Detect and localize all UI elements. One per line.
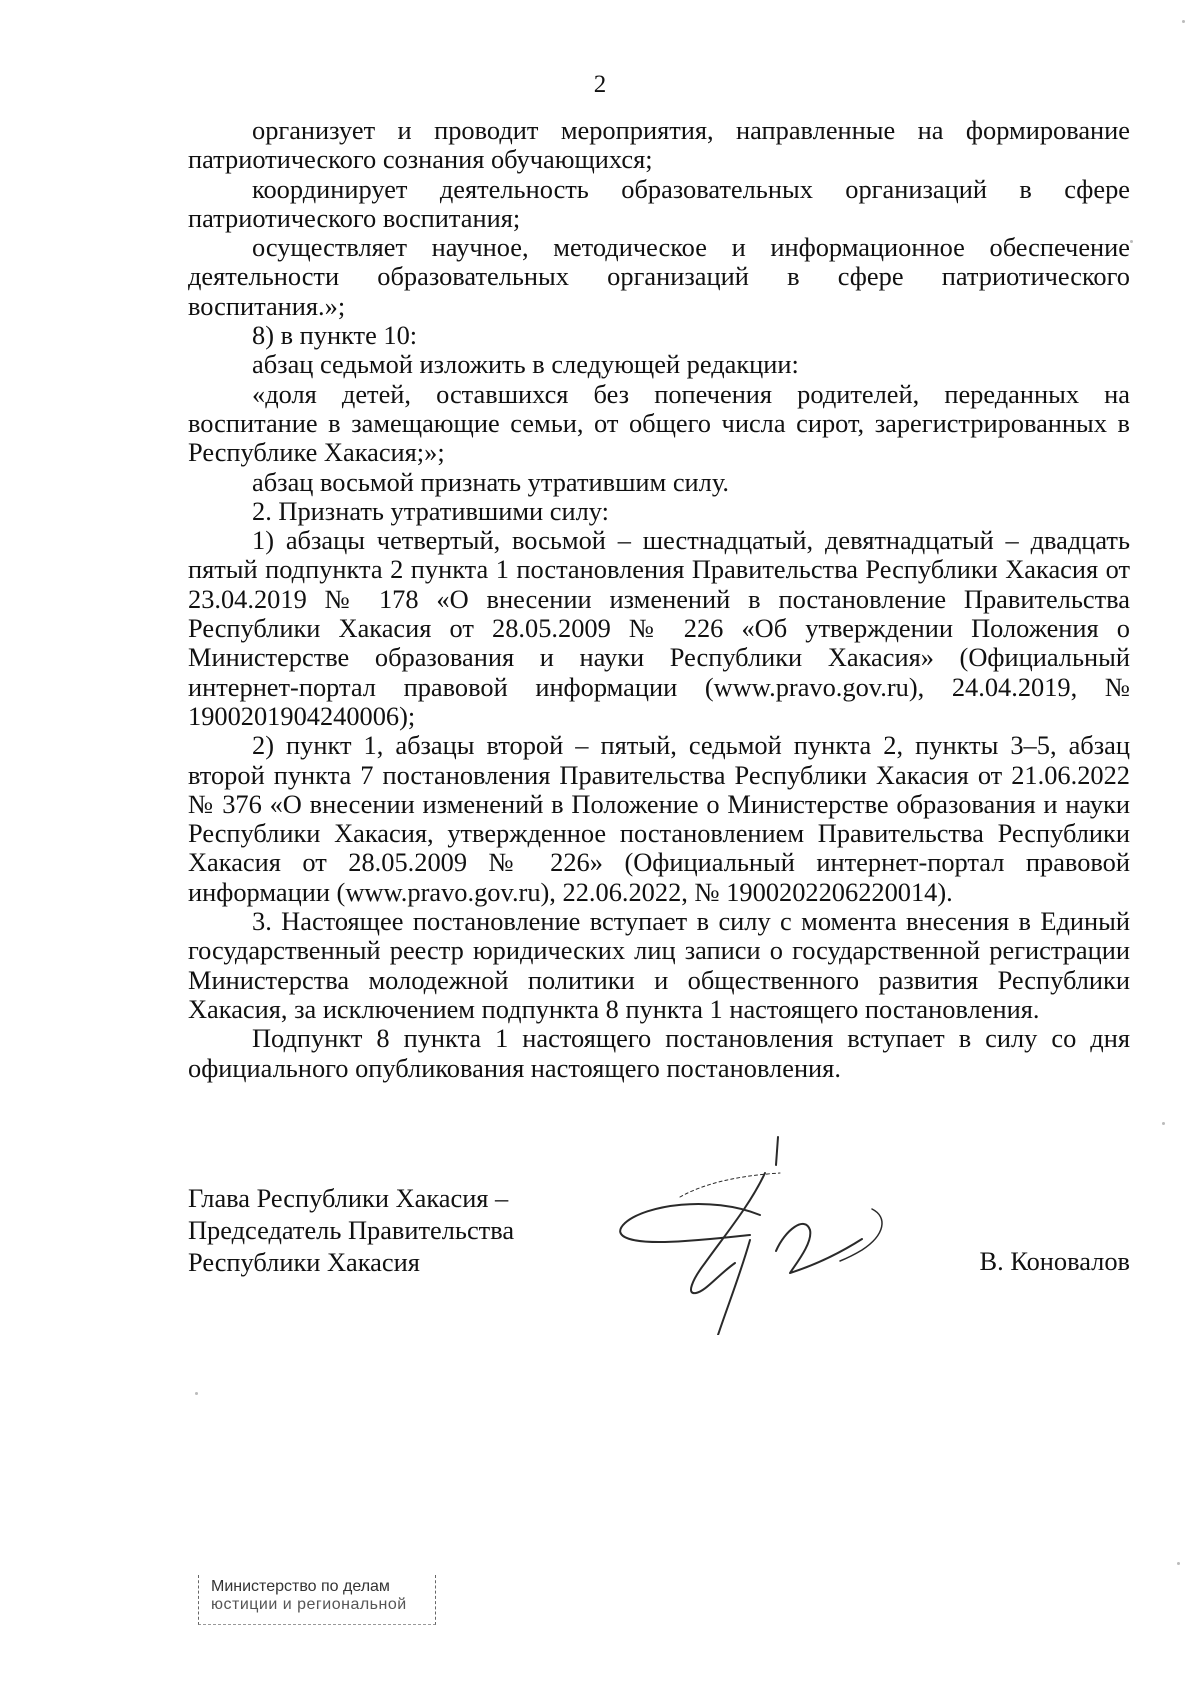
paragraph: «доля детей, оставшихся без попечения родителей, переданных на воспитание в замещающие семьи, от общего числа сирот, зарегистрированных в Республике Хакасия;»;	[188, 378, 1130, 468]
registration-stamp	[198, 1575, 436, 1625]
paragraph: абзац восьмой признать утратившим силу.	[252, 466, 729, 497]
paragraph: 8) в пункте 10:	[252, 320, 418, 351]
scan-speck	[195, 1392, 198, 1395]
paragraph: Подпункт 8 пункта 1 настоящего постановления вступает в силу со дня официального опубликования настоящего постановления.	[188, 1023, 1130, 1083]
paragraph: координирует деятельность образовательных организаций в сфере патриотического воспитания;	[188, 173, 1130, 233]
stamp-line: юстиции и региональной	[211, 1596, 407, 1613]
signatory-name: В. Коновалов	[979, 1246, 1130, 1276]
signatory-title	[188, 1182, 514, 1278]
paragraph: 3. Настоящее постановление вступает в силу с момента внесения в Единый государственный реестр юридических лиц записи о государственной регистрации Министерства молодежной политики и общественного развития Республики Хакасия, за исключением подпункта 8 пункта 1 настоящего постановления.	[188, 906, 1130, 1024]
scan-speck	[1162, 1122, 1165, 1125]
stamp-line: Министерство по делам	[211, 1578, 390, 1595]
scan-speck	[1177, 1562, 1180, 1565]
signatory-title-line: Председатель Правительства	[188, 1215, 515, 1245]
paragraph: 1) абзацы четвертый, восьмой – шестнадцатый, девятнадцатый – двадцать пятый подпункта 2 пункта 1 постановления Правительства Республики Хакасия от 23.04.2019 № 178 «О внесении изменений в постановление Правительства Республики Хакасия от 28.05.2009 № 226 «Об утверждении Положения о Министерстве образования и науки Республики Хакасия» (Официальный интернет-портал правовой информации (www.pravo.gov.ru), 24.04.2019, № 1900201904240006);	[188, 525, 1130, 731]
scan-speck	[1182, 20, 1185, 23]
paragraph: абзац седьмой изложить в следующей редакции:	[252, 349, 799, 380]
paragraph: 2. Признать утратившими силу:	[252, 495, 609, 526]
signatory-title-line: Республики Хакасия	[188, 1247, 420, 1277]
signatory-title-line: Глава Республики Хакасия –	[188, 1183, 509, 1213]
document-body	[188, 116, 1130, 1083]
scan-speck	[1130, 240, 1133, 243]
handwritten-signature	[600, 1135, 900, 1335]
page-number: 2	[593, 71, 607, 98]
paragraph: организует и проводит мероприятия, направленные на формирование патриотического сознания обучающихся;	[188, 115, 1130, 175]
paragraph: осуществляет научное, методическое и информационное обеспечение деятельности образовательных организаций в сфере патриотического воспитания.»;	[188, 232, 1130, 321]
paragraph: 2) пункт 1, абзацы второй – пятый, седьмой пункта 2, пункты 3–5, абзац второй пункта 7 постановления Правительства Республики Хакасия от 21.06.2022 № 376 «О внесении изменений в Положение о Министерстве образования и науки Республики Хакасия, утвержденное постановлением Правительства Республики Хакасия от 28.05.2009 № 226» (Официальный интернет-портал правовой информации (www.pravo.gov.ru), 22.06.2022, № 1900202206220014).	[188, 730, 1130, 907]
